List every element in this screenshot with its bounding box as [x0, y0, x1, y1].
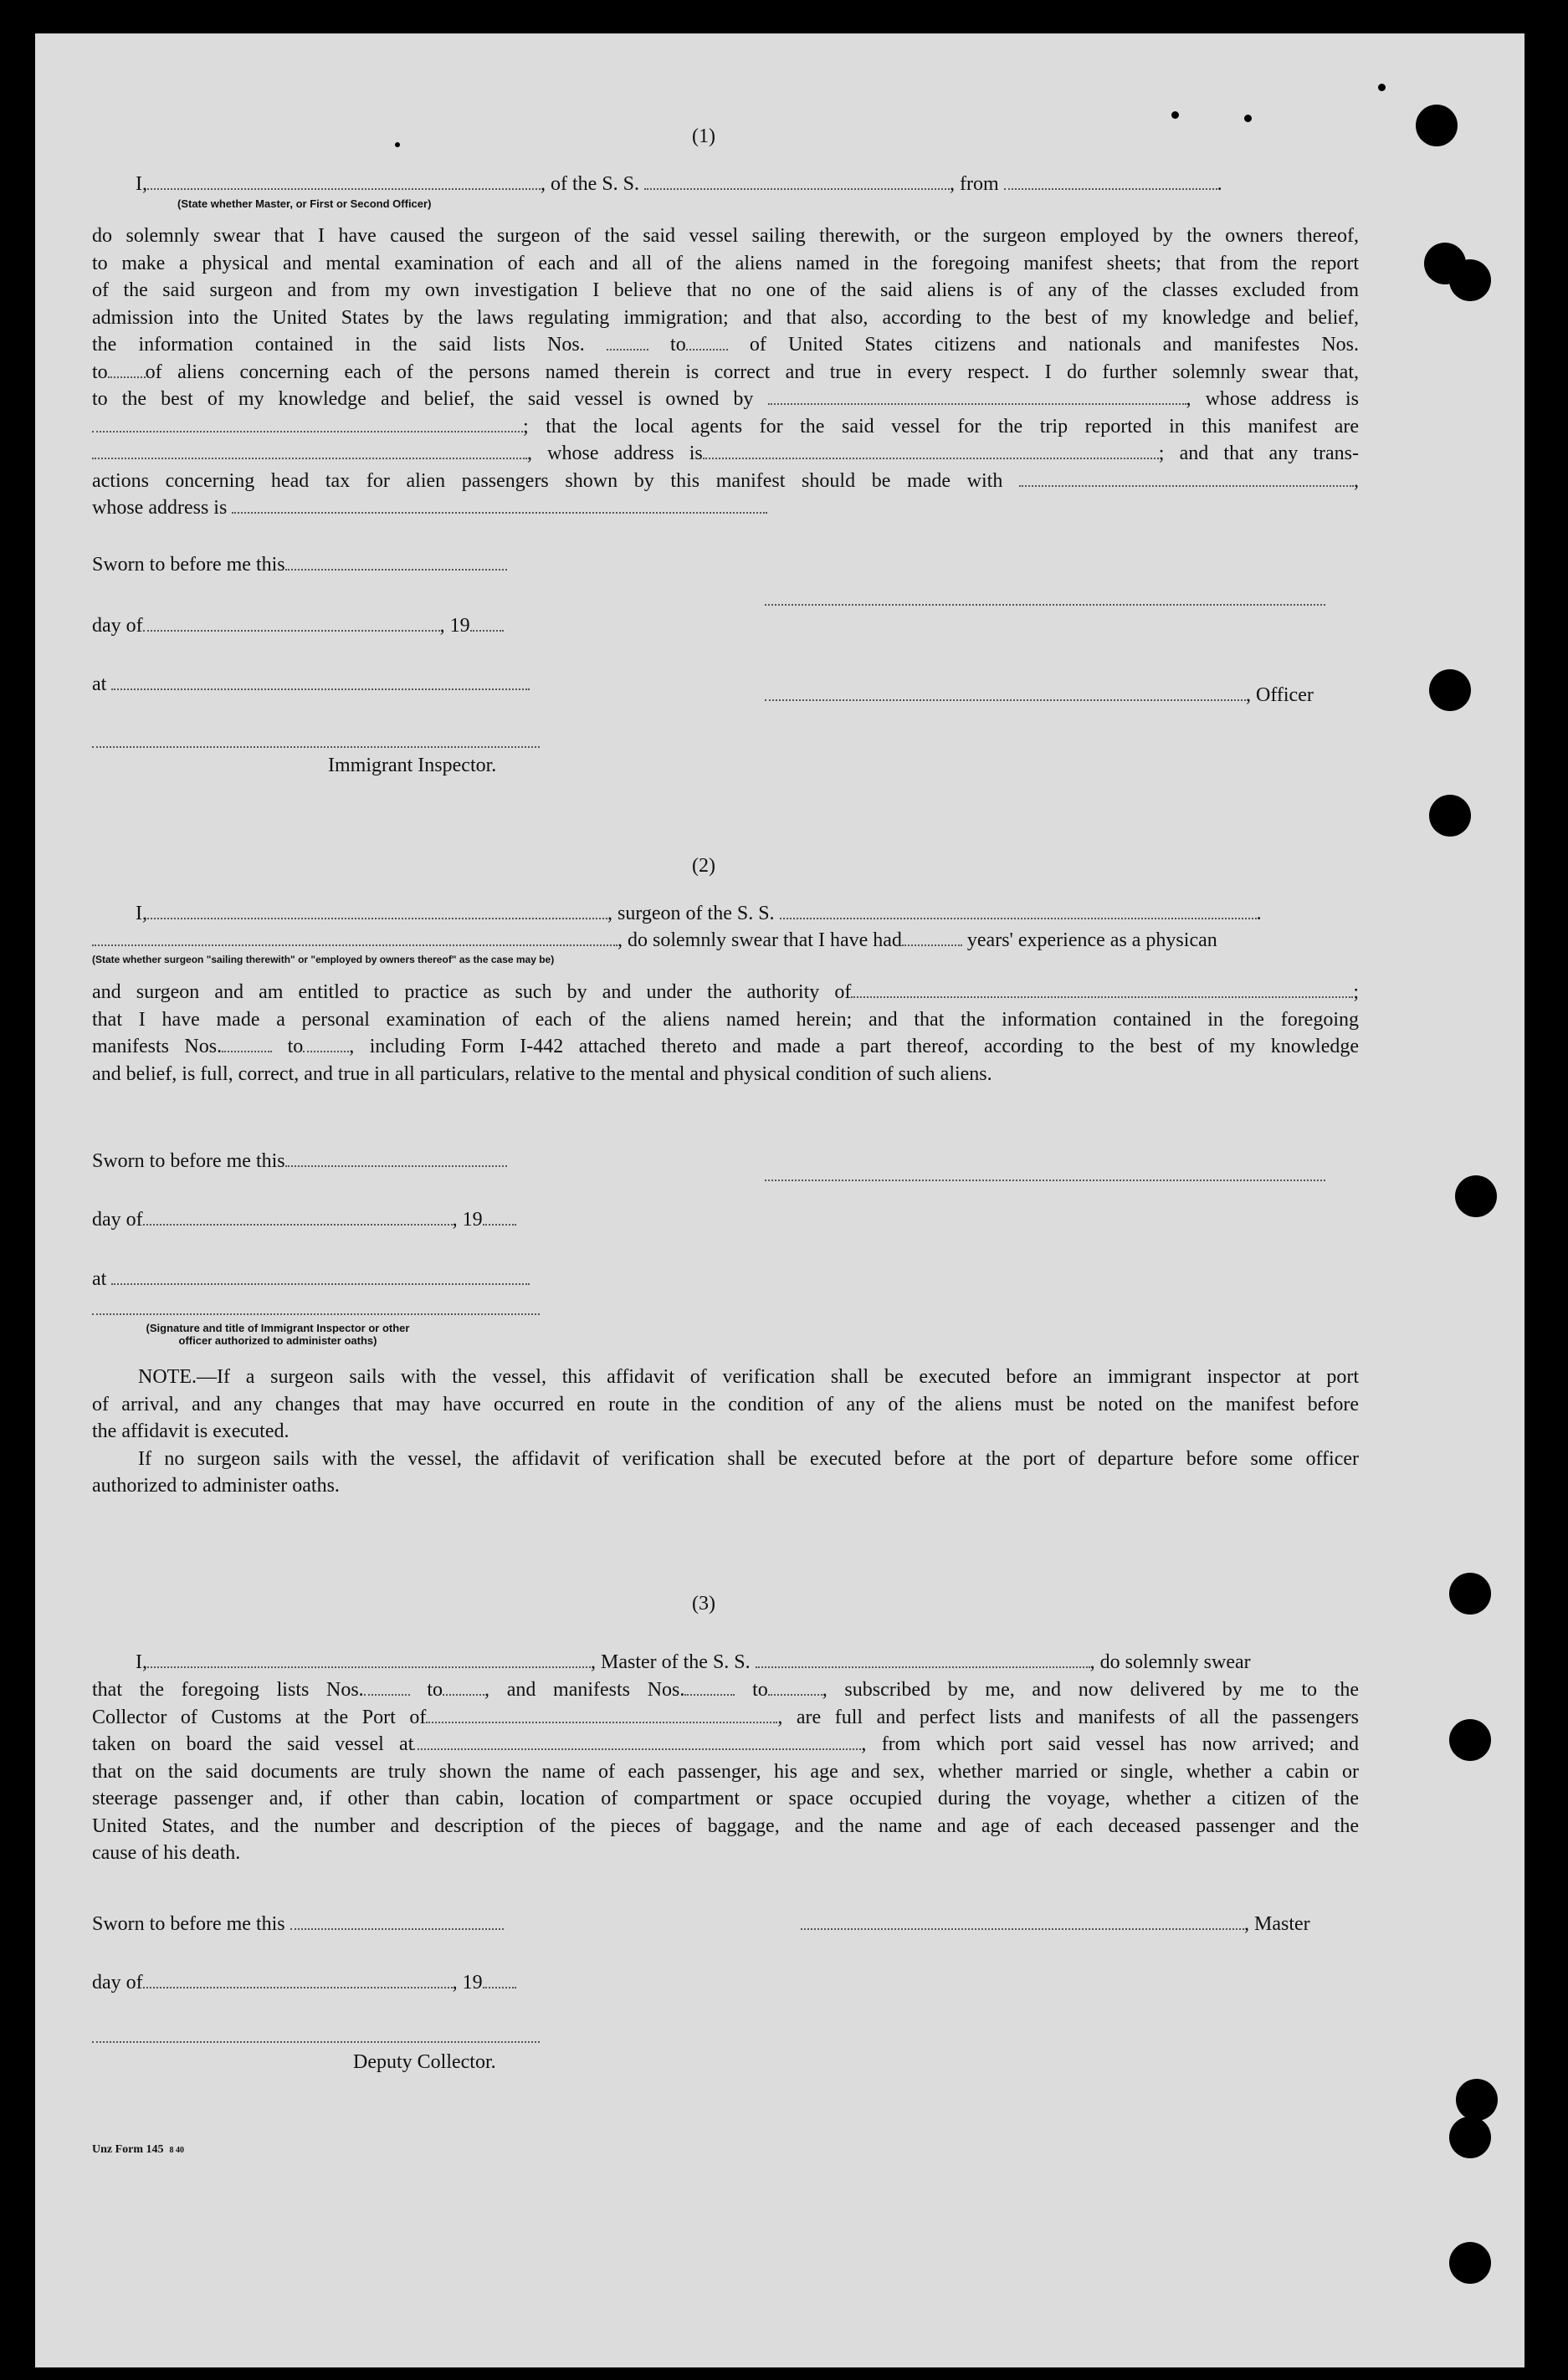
label: taken on board the said vessel at [92, 1733, 414, 1755]
fill-line [607, 332, 648, 351]
fill-line [147, 171, 541, 190]
label: of United States citizens and nationals and manifestes Nos. [749, 334, 1359, 356]
text-line: authorized to administer oaths. [92, 1475, 340, 1497]
label: to [287, 1036, 304, 1057]
text-line: If no surgeon sails with the vessel, the affidavit of verification shall be executed before at the port of departure before some officer [138, 1447, 1359, 1470]
text-line [92, 1731, 1359, 1758]
fill-line [1004, 171, 1217, 190]
fill-line [703, 441, 1159, 459]
punch-hole [1449, 1719, 1491, 1761]
fill-line [108, 360, 146, 378]
instruction-note: (State whether Master, or First or Second Officer) [177, 197, 432, 210]
fill-line [364, 1677, 410, 1696]
signature-line [765, 1180, 1325, 1181]
note-line: (Signature and title of Immigrant Inspector or other [146, 1322, 410, 1334]
fill-line [768, 1677, 822, 1696]
label: , whose address is [527, 443, 703, 464]
label: , surgeon of the S. S. [607, 903, 775, 924]
fill-line [768, 386, 1186, 405]
fill-line [232, 495, 767, 514]
fill-line [426, 1705, 777, 1723]
signature-line [92, 746, 540, 748]
label: , Master of the S. S. [591, 1651, 751, 1673]
text-line [92, 1033, 1359, 1061]
text-line: of the said surgeon and from my own investigation I believe that no one of the said aliens is of any of the classes excluded from [92, 279, 1359, 301]
text-line: of arrival, and any changes that may have occurred en route in the condition of any of the aliens must be noted on the manifest before [92, 1393, 1359, 1415]
fill-line [443, 1677, 484, 1696]
label: to [427, 1679, 443, 1701]
label: at [92, 673, 107, 695]
text-line: and belief, is full, correct, and true in all particulars, relative to the mental and physical condition of such aliens. [92, 1062, 992, 1085]
fill-line [111, 1267, 530, 1285]
text-line [92, 494, 1359, 522]
speck [1171, 111, 1179, 119]
text-line [92, 359, 1359, 386]
text-line: United States, and the number and description of the pieces of baggage, and the name and age of each deceased passenger and the [92, 1814, 1359, 1837]
fill-line [684, 1677, 735, 1696]
fill-line [147, 901, 607, 919]
label: at [92, 1268, 107, 1290]
label: day of [92, 1972, 143, 1994]
fill-line [111, 672, 530, 690]
text-line [92, 440, 1359, 468]
label: , from which port said vessel has now arrived; and [861, 1733, 1359, 1755]
label: manifests Nos. [92, 1036, 223, 1057]
text-line: that on the said documents are truly shown the name of each passenger, his age and sex, whether married or single, whether a cabin or [92, 1760, 1359, 1783]
label: . [1256, 903, 1262, 924]
label: Sworn to before me this [92, 1150, 285, 1172]
fill-line [92, 441, 527, 459]
label: the information contained in the said lists Nos. [92, 334, 585, 356]
punch-hole [1456, 2079, 1498, 2121]
oath-line [136, 171, 1222, 197]
pronoun: I, [136, 1651, 147, 1673]
punch-hole [1429, 669, 1471, 711]
fill-line [143, 1970, 453, 1988]
sworn-line [92, 552, 507, 578]
label: whose address is [92, 497, 228, 519]
officer-line [765, 683, 1314, 709]
section-number: (2) [692, 855, 715, 877]
signature-line [92, 2041, 540, 2043]
fill-line [686, 332, 728, 351]
text-line [92, 331, 1359, 359]
text-line [92, 386, 1359, 413]
label: ; and that any trans- [1158, 443, 1360, 464]
label: of aliens concerning each of the persons named therein is correct and true in every respect. I do further solemnly swear that, [145, 361, 1359, 383]
text-line: the affidavit is executed. [92, 1420, 290, 1442]
pronoun: I, [136, 173, 147, 195]
instruction-note: (State whether surgeon "sailing therewith" or "employed by owners thereof" as the case may be) [92, 954, 555, 965]
fill-line [780, 901, 1257, 919]
label: ; that the local agents for the said vessel for the trip reported in this manifest are [523, 415, 1359, 438]
fill-line [902, 928, 962, 946]
label: day of [92, 615, 143, 637]
oath-line [136, 901, 1262, 927]
text-line: do solemnly swear that I have caused the surgeon of the said vessel sailing therewith, or the surgeon employed by the owners thereof, [92, 225, 1359, 247]
punch-hole [1449, 259, 1491, 301]
day-line [92, 1970, 516, 1996]
label: , of the S. S. [541, 173, 640, 195]
punch-hole [1455, 1175, 1497, 1217]
label: to [92, 361, 108, 383]
label: day of [92, 1209, 143, 1231]
text-line: admission into the United States by the laws regulating immigration; and that also, according to the best of my knowledge and belief, [92, 306, 1359, 329]
fill-line [222, 1034, 272, 1052]
text-line: that I have made a personal examination of each of the aliens named herein; and that the information contained in the foregoing [92, 1008, 1359, 1031]
sworn-line [92, 1149, 507, 1175]
text-line: to make a physical and mental examination of each and all of the aliens named in the foregoing manifest sheets; that from the report [92, 252, 1359, 274]
label: , are full and perfect lists and manifests of all the passengers [777, 1706, 1359, 1728]
label: Sworn to before me this [92, 554, 285, 576]
label: , from [950, 173, 999, 195]
signature-line [765, 604, 1325, 606]
label: , whose address is [1186, 388, 1360, 410]
fill-line [147, 1650, 591, 1668]
form-number [92, 2143, 184, 2157]
punch-hole [1416, 105, 1458, 146]
label: that the foregoing lists Nos. [92, 1679, 364, 1701]
text-line [92, 1704, 1359, 1732]
fill-line [851, 980, 1353, 998]
text-line: cause of his death. [92, 1842, 241, 1864]
fill-line [756, 1650, 1090, 1668]
fill-line [285, 1149, 507, 1167]
label: , including Form I-442 attached thereto and made a part thereof, according to the best of my knowledge [349, 1036, 1359, 1057]
section-number: (3) [692, 1593, 715, 1615]
punch-hole [1449, 1573, 1491, 1615]
note-paragraph [92, 1364, 1359, 1500]
fill-line [92, 414, 523, 432]
label: , do solemnly swear that I have had [617, 929, 902, 951]
deputy-title: Deputy Collector. [353, 2051, 496, 2073]
master-line [801, 1912, 1310, 1937]
label: ; [1353, 981, 1359, 1003]
label: Collector of Customs at the Port of [92, 1706, 427, 1728]
label: , and manifests Nos. [484, 1679, 685, 1701]
punch-hole [1429, 795, 1471, 837]
label: , 19 [452, 1209, 483, 1231]
fill-line [92, 928, 617, 946]
punch-hole [1449, 2116, 1491, 2158]
speck [1244, 115, 1252, 122]
text-line: NOTE.—If a surgeon sails with the vessel, this affidavit of verification shall be executed before an immigrant inspector at port [138, 1366, 1359, 1388]
fill-line [765, 683, 1246, 701]
label: to [752, 1679, 768, 1701]
oath-paragraph [92, 223, 1359, 522]
label: to [670, 334, 686, 356]
label: , Master [1244, 1913, 1310, 1935]
text-line [92, 468, 1359, 495]
fill-line [470, 613, 504, 632]
at-line [92, 672, 530, 698]
fill-line [1019, 468, 1354, 487]
fill-line [143, 1207, 453, 1226]
label: to the best of my knowledge and belief, the said vessel is owned by [92, 388, 754, 410]
section-number: (1) [692, 125, 715, 147]
fill-line [285, 552, 507, 571]
label: , [1354, 469, 1360, 492]
signature-line [92, 1313, 540, 1315]
label: Sworn to before me this [92, 1913, 285, 1935]
text-line [92, 413, 1359, 441]
label: , 19 [439, 615, 470, 637]
label: years' experience as a physican [966, 929, 1217, 951]
label: , do solemnly swear [1089, 1651, 1251, 1673]
fill-line [644, 171, 950, 190]
sworn-line [92, 1912, 504, 1937]
form-code: 8 40 [169, 2146, 185, 2155]
speck [1378, 84, 1386, 91]
day-line [92, 613, 504, 639]
oath-paragraph [92, 979, 1359, 1088]
note-line: officer authorized to administer oaths) [178, 1334, 377, 1347]
fill-line [483, 1207, 516, 1226]
signature-note [102, 1322, 453, 1347]
label: , 19 [452, 1972, 483, 1994]
fill-line [290, 1912, 504, 1930]
pronoun: I, [136, 903, 147, 924]
at-line [92, 1267, 530, 1292]
oath-line [92, 928, 1217, 954]
inspector-title: Immigrant Inspector. [328, 755, 497, 776]
oath-line [136, 1650, 1251, 1676]
fill-line [303, 1034, 349, 1052]
label: actions concerning head tax for alien passengers shown by this manifest should be made with [92, 469, 1003, 492]
text-line: steerage passenger and, if other than cabin, location of compartment or space occupied during the voyage, whether a citizen of the [92, 1788, 1359, 1809]
fill-line [483, 1970, 516, 1988]
fill-line [801, 1912, 1244, 1930]
label: . [1217, 173, 1222, 195]
day-line [92, 1207, 516, 1233]
label: , subscribed by me, and now delivered by me to the [822, 1679, 1360, 1701]
label: and surgeon and am entitled to practice as such by and under the authority of [92, 981, 852, 1003]
fill-line [143, 613, 440, 632]
oath-paragraph [92, 1676, 1359, 1867]
punch-hole [1449, 2242, 1491, 2284]
speck [395, 142, 400, 147]
text-line [92, 979, 1359, 1006]
form-label: Unz Form 145 [92, 2143, 164, 2156]
text-line [92, 1676, 1359, 1704]
label: , Officer [1246, 684, 1314, 706]
form-page [35, 33, 1524, 2367]
fill-line [413, 1732, 861, 1750]
